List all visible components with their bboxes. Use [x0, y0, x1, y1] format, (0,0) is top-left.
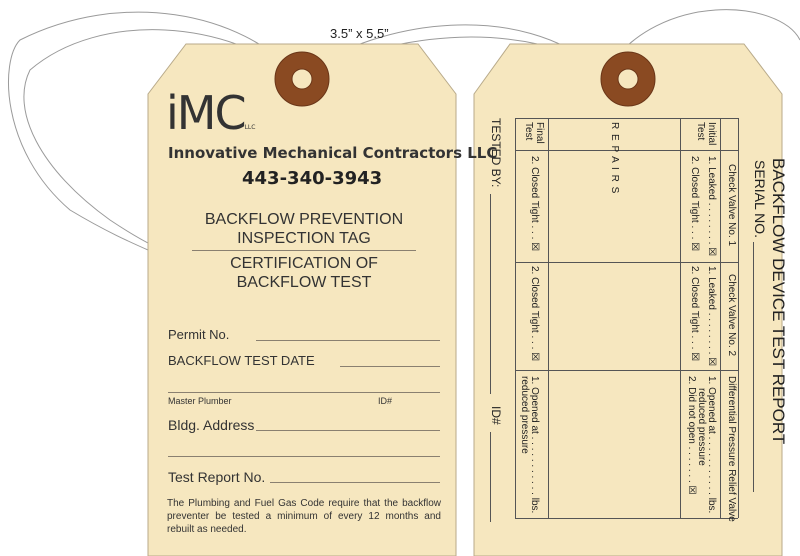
col2-final-closed[interactable]: 2. Closed Tight . . . ☒: [529, 266, 540, 362]
tag-title: BACKFLOW PREVENTION INSPECTION TAG: [204, 211, 404, 247]
test-report-label: Test Report No.: [168, 469, 266, 485]
address-label: Bldg. Address: [168, 417, 255, 433]
col1-final-closed[interactable]: 2. Closed Tight . . . ☒: [529, 156, 540, 252]
row-label-initial: Initial Test: [695, 122, 717, 146]
initial-divider: [680, 118, 681, 518]
row-label-final: Final Test: [523, 122, 545, 144]
col1-header: Check Valve No. 1: [726, 164, 737, 247]
col2-initial-leaked[interactable]: 1. Leaked . . . . . . . . ☒: [706, 266, 717, 367]
table-header-divider: [720, 118, 721, 518]
id-label: ID#: [378, 396, 393, 406]
col3-initial-notopen[interactable]: 2. Did not open . . . . . . . ☒: [686, 376, 697, 495]
table-border-left: [515, 118, 516, 518]
col3-final-opened[interactable]: 1. Opened at . . . . . . . . . . . lbs.: [529, 376, 540, 514]
address-line-2[interactable]: [168, 456, 440, 457]
col3-header: Differential Pressure Relief Valve: [726, 376, 737, 522]
tested-by-line[interactable]: [490, 194, 491, 394]
col2-header: Check Valve No. 2: [726, 274, 737, 357]
test-date-line[interactable]: [340, 366, 440, 367]
address-line-1[interactable]: [256, 430, 440, 431]
back-title: BACKFLOW DEVICE TEST REPORT: [769, 158, 788, 445]
col3-final-reduced: reduced pressure: [519, 376, 530, 454]
tag-subtitle: CERTIFICATION OF BACKFLOW TEST: [230, 255, 378, 291]
code-note: The Plumbing and Fuel Gas Code require that the backflow preventer be tested a minimum of every 12 months and rebuilt as needed.: [167, 498, 441, 535]
column-divider-2: [515, 370, 738, 371]
col3-initial-opened[interactable]: 1. Opened at . . . . . . . . . . . lbs.: [706, 376, 717, 514]
col1-initial-leaked[interactable]: 1. Leaked . . . . . . . . ☒: [706, 156, 717, 257]
phone-number: 443-340-3943: [242, 168, 383, 189]
col1-initial-closed[interactable]: 2. Closed Tight . . . ☒: [689, 156, 700, 252]
master-plumber-line[interactable]: [168, 392, 440, 393]
serial-label: SERIAL NO.: [752, 160, 768, 239]
column-divider-1: [515, 262, 738, 263]
table-border-right: [738, 118, 739, 518]
permit-label: Permit No.: [168, 327, 230, 342]
test-date-label: BACKFLOW TEST DATE: [168, 353, 315, 368]
tested-by-label: TESTED BY:: [489, 118, 503, 188]
repairs-divider: [548, 118, 549, 518]
company-name: Innovative Mechanical Contractors LLC: [168, 144, 498, 162]
table-border-top: [515, 118, 738, 119]
col2-initial-closed[interactable]: 2. Closed Tight . . . ☒: [689, 266, 700, 362]
company-logo: iMCLLC: [166, 86, 256, 140]
permit-line[interactable]: [256, 340, 440, 341]
back-id-line[interactable]: [490, 432, 491, 522]
test-report-line[interactable]: [270, 482, 440, 483]
serial-line[interactable]: [753, 242, 754, 492]
master-plumber-label: Master Plumber: [168, 396, 232, 406]
title-divider: [192, 250, 416, 251]
row-label-repairs: R E P A I R S: [609, 122, 620, 195]
table-border-bottom: [515, 518, 738, 519]
col3-initial-reduced: reduced pressure: [696, 388, 707, 466]
dimension-label: 3.5” x 5.5”: [330, 26, 389, 41]
back-id-label: ID#: [489, 406, 503, 425]
